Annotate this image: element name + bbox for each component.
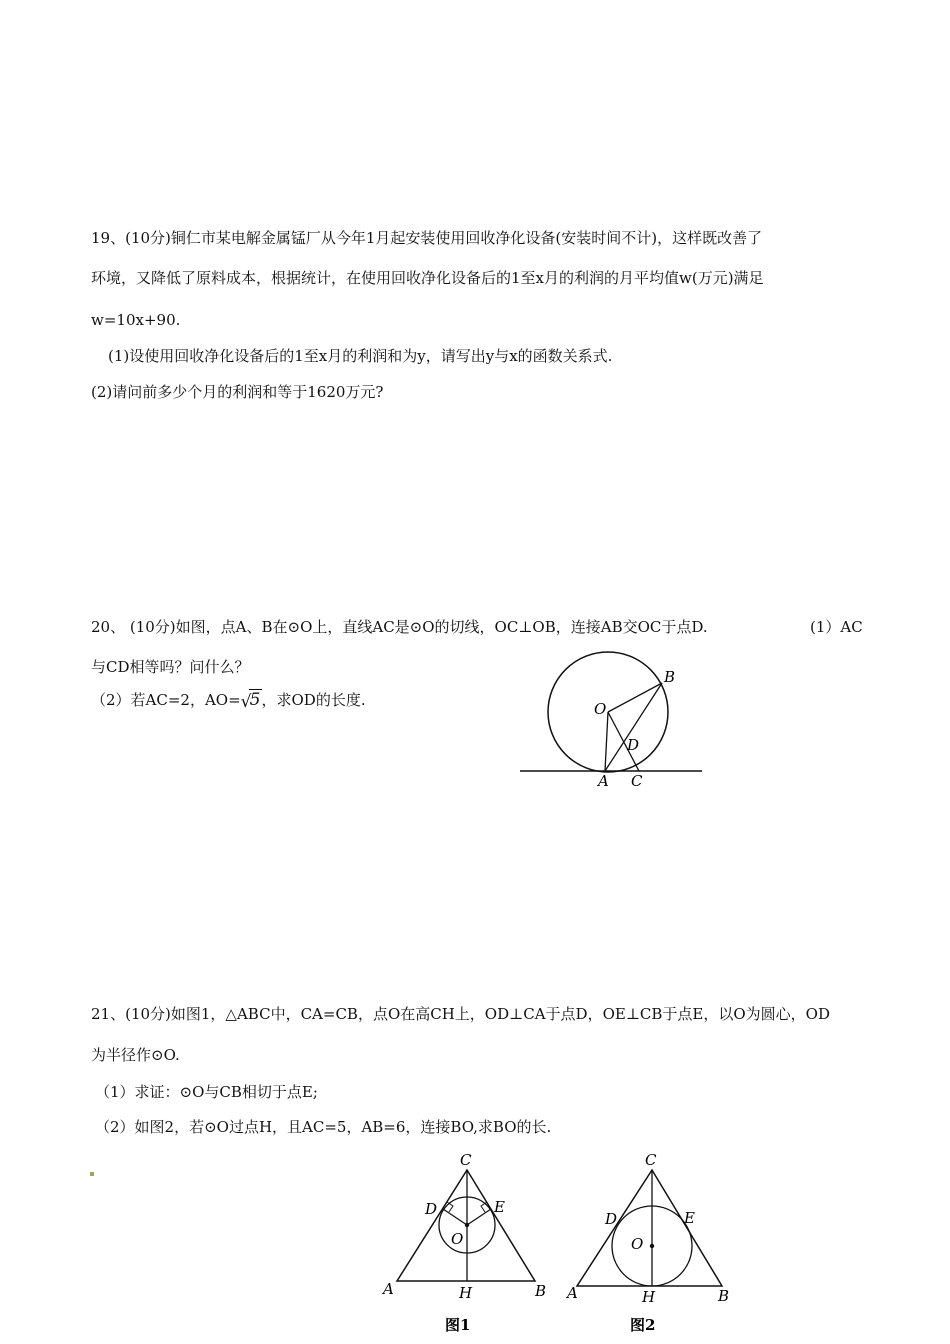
label-h: H [642, 1288, 656, 1306]
q21-line2: 为半径作⊙O. [91, 1046, 180, 1064]
label-b: B [535, 1282, 547, 1300]
segment-oe [467, 1209, 491, 1225]
q20-part2 [91, 690, 366, 710]
label-e: E [494, 1198, 505, 1216]
label-c: C [631, 772, 643, 790]
q19-line1: 19、(10分)铜仁市某电解金属锰厂从今年1月起安装使用回收净化设备(安装时间不计)，这样既改善了 [91, 229, 763, 247]
label-d: D [627, 736, 640, 754]
q21-part1: （1）求证：⊙O与CB相切于点E; [95, 1083, 318, 1101]
q19-line2: 环境，又降低了原料成本，根据统计，在使用回收净化设备后的1至x月的利润的月平均值w(万元)满足 [91, 269, 764, 287]
label-a: A [383, 1280, 394, 1298]
label-d: D [425, 1200, 438, 1218]
label-a: A [567, 1284, 578, 1302]
triangle-abc [577, 1170, 722, 1286]
label-o: O [594, 700, 607, 718]
stray-mark [90, 1172, 94, 1176]
label-a: A [598, 772, 609, 790]
q21-part2: （2）如图2，若⊙O过点H，且AC=5，AB=6，连接BO,求BO的长. [95, 1118, 552, 1136]
label-o: O [451, 1230, 464, 1248]
segment-oa [605, 712, 608, 771]
segment-ob [608, 683, 662, 712]
q20-part2-prefix: （2）若AC=2，AO= [91, 691, 241, 709]
q20-part2-suffix: ，求OD的长度. [261, 691, 366, 709]
q21-figure-1 [375, 1150, 555, 1340]
q19-line3: w=10x+90. [91, 311, 181, 329]
q20-line2: 与CD相等吗？问什么？ [91, 658, 250, 676]
q19-part2: (2)请问前多少个月的利润和等于1620万元? [91, 383, 384, 401]
label-d: D [605, 1210, 618, 1228]
q21-line1: 21、(10分)如图1，△ABC中，CA=CB，点O在高CH上，OD⊥CA于点D，OE⊥CB于点E，以O为圆心，OD [91, 1005, 830, 1023]
right-angle-d [447, 1202, 453, 1212]
sqrt-symbol: √ 5 [240, 690, 261, 712]
q20-line1: 20、 (10分)如图，点A、B在⊙O上，直线AC是⊙O的切线，OC⊥OB，连接AB交OC于点D. [91, 618, 708, 636]
label-c: C [460, 1151, 472, 1169]
right-angle-e [481, 1202, 487, 1212]
segment-od [443, 1209, 467, 1225]
q19-part1: (1)设使用回收净化设备后的1至x月的利润和为y，请写出y与x的函数关系式. [108, 347, 613, 365]
figure-1-caption: 图1 [445, 1316, 471, 1334]
q20-line1-tail: (1）AC [810, 618, 863, 636]
label-c: C [645, 1151, 657, 1169]
figure-2-caption: 图2 [630, 1316, 656, 1334]
q20-figure [515, 645, 710, 795]
center-o-dot [650, 1244, 654, 1248]
label-b: B [664, 668, 676, 686]
sqrt-value: 5 [249, 690, 261, 710]
label-o: O [631, 1235, 644, 1253]
q21-figure-2 [560, 1150, 745, 1340]
segment-ab [605, 683, 662, 771]
label-e: E [684, 1209, 695, 1227]
label-b: B [718, 1287, 730, 1305]
label-h: H [459, 1284, 473, 1302]
center-o-dot [465, 1223, 469, 1227]
